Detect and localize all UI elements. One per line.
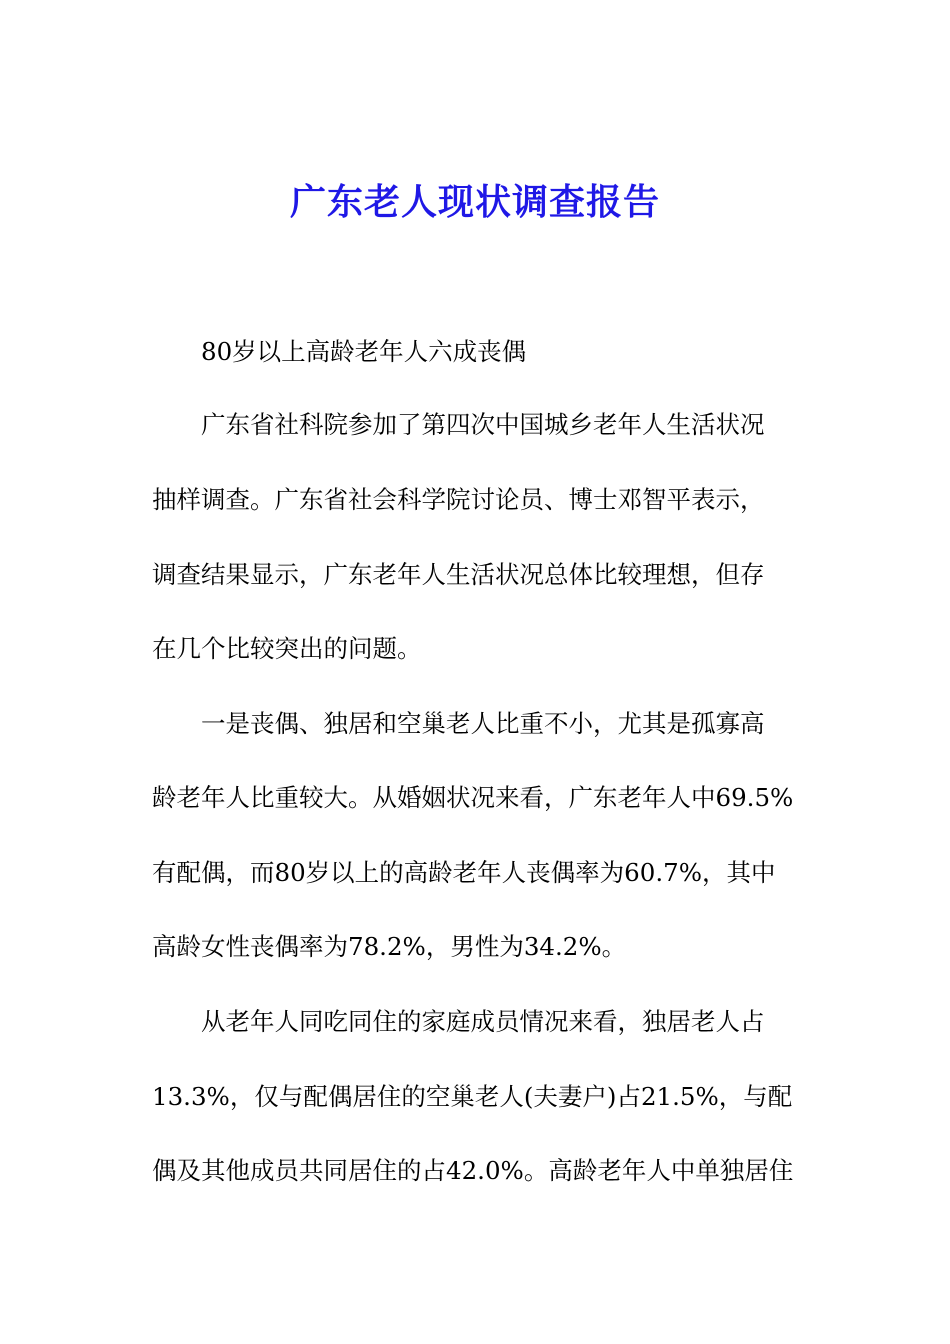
paragraph-line: 高龄女性丧偶率为78.2%，男性为34.2%。: [152, 932, 627, 961]
paragraph-line: 有配偶，而80岁以上的高龄老年人丧偶率为60.7%，其中: [152, 858, 776, 887]
document-title: 广东老人现状调查报告: [289, 181, 660, 223]
paragraph-line: 在几个比较突出的问题。: [152, 634, 422, 663]
paragraph-line: 调查结果显示，广东老年人生活状况总体比较理想，但存: [152, 560, 765, 589]
paragraph-line: 一是丧偶、独居和空巢老人比重不小，尤其是孤寡高: [201, 709, 765, 738]
paragraph-line: 龄老年人比重较大。从婚姻状况来看，广东老年人中69.5%: [152, 783, 794, 812]
paragraph-line: 广东省社科院参加了第四次中国城乡老年人生活状况: [201, 410, 765, 439]
paragraph-line: 从老年人同吃同住的家庭成员情况来看，独居老人占: [201, 1007, 765, 1036]
section-heading: 80岁以上高龄老年人六成丧偶: [201, 337, 527, 366]
paragraph-line: 抽样调查。广东省社会科学院讨论员、博士邓智平表示，: [152, 485, 765, 514]
paragraph-line: 偶及其他成员共同居住的占42.0%。高龄老年人中单独居住: [152, 1156, 794, 1185]
paragraph-line: 13.3%，仅与配偶居住的空巢老人(夫妻户)占21.5%，与配: [152, 1082, 793, 1111]
